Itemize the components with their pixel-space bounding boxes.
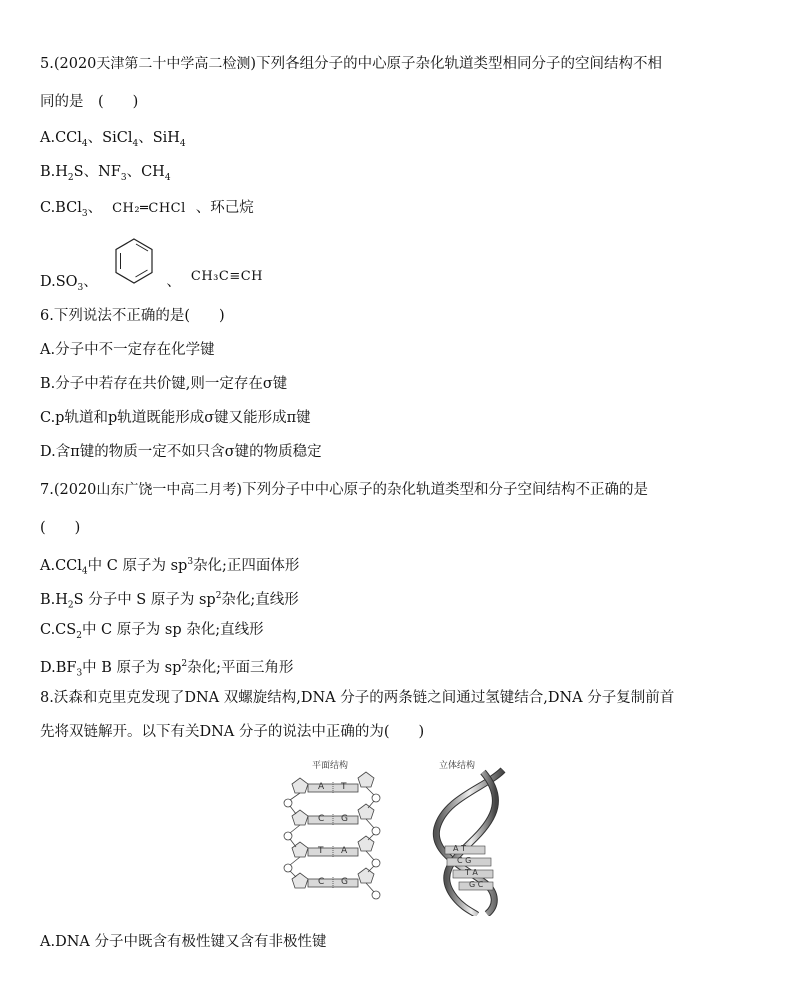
benzene-ring-icon bbox=[112, 236, 156, 286]
q6-stem: 6.下列说法不正确的是( ) bbox=[40, 308, 225, 324]
q6-option-a: A.分子中不一定存在化学键 bbox=[40, 342, 215, 358]
helix-structure-label: 立体结构 bbox=[439, 761, 476, 771]
q6-option-d: D.含π键的物质一定不如只含σ键的物质稳定 bbox=[40, 444, 322, 460]
q8-option-a: A.DNA 分子中既含有极性键又含有非极性键 bbox=[40, 934, 327, 950]
propyne-formula: CH₃C≡CH bbox=[190, 269, 264, 284]
q6-option-b: B.分子中若存在共价键,则一定存在σ键 bbox=[40, 376, 288, 392]
q5-stem-line1: 5.(2020天津第二十中学高二检测)下列各组分子的中心原子杂化轨道类型相同分子的空间结构不相 bbox=[40, 56, 663, 72]
q7-option-c: $C.CS_2$中 C 原子为 sp 杂化;直线形 bbox=[40, 622, 264, 641]
q7-stem-line1: 7.(2020山东广饶一中高二月考)下列分子中中心原子的杂化轨道类型和分子空间结构不正确的是 bbox=[40, 482, 649, 498]
q7-option-b: $B.H_2S$ 分子中 S 原子为 $sp^2$杂化;直线形 bbox=[40, 591, 299, 611]
q7-stem-line2: ( ) bbox=[40, 520, 81, 536]
dna-double-helix-figure: 立体结构 A T C G T A G C bbox=[425, 758, 520, 916]
q8-stem-line2: 先将双链解开。以下有关DNA 分子的说法中正确的为( ) bbox=[40, 724, 425, 740]
q7-option-d: $D.BF_3$中 B 原子为 $sp^2$杂化;平面三角形 bbox=[40, 659, 294, 679]
q5-option-a: A.CCl$_4$、SiCl$_4$、SiH$_4$ bbox=[40, 130, 186, 149]
q5-option-b: $B.H_2S$、$NF_3$、$CH_4$ bbox=[40, 164, 171, 183]
q8-stem-line1: 8.沃森和克里克发现了DNA 双螺旋结构,DNA 分子的两条链之间通过氢键结合,DNA 分子复制前首 bbox=[40, 690, 675, 706]
vinyl-chloride-formula: CH₂═CHCl bbox=[112, 201, 186, 216]
q5-option-c: C.BCl$_3$、 CH₂═CHCl 、环己烷 bbox=[40, 200, 254, 219]
q5-stem-line2: 同的是 ( ) bbox=[40, 94, 139, 110]
flat-structure-label: 平面结构 bbox=[312, 761, 349, 771]
q7-source: 山东广饶一中高二月考 bbox=[96, 482, 237, 498]
q6-option-c: C.p轨道和p轨道既能形成σ键又能形成π键 bbox=[40, 410, 311, 426]
q5-source: 天津第二十中学高二检测 bbox=[96, 56, 251, 72]
q5-option-d: $D.SO_3$、 、 CH₃C≡CH bbox=[40, 272, 273, 298]
dna-flat-structure-figure: 平面结构 A T C G T A C G bbox=[278, 758, 388, 908]
q7-option-a: A.CCl$_4$中 C 原子为 $sp^3$杂化;正四面体形 bbox=[40, 557, 300, 577]
